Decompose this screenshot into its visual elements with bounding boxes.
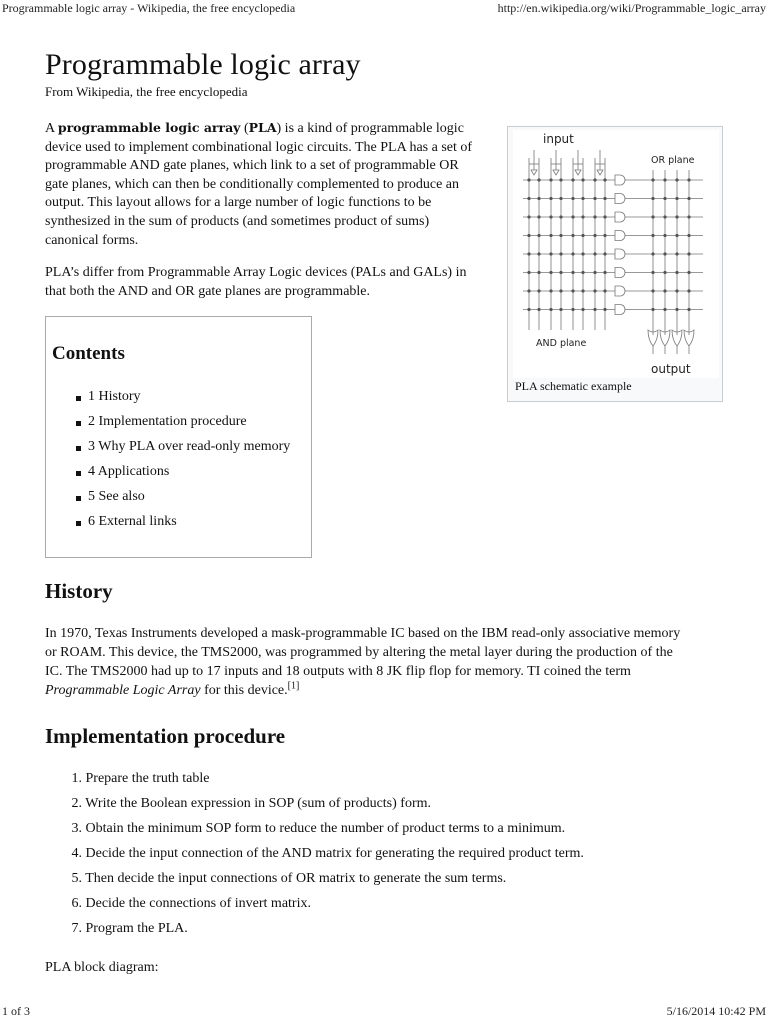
schematic-node (687, 215, 690, 218)
schematic-node (663, 178, 666, 181)
schematic-node (571, 271, 574, 274)
step-text: Program the PLA. (85, 921, 188, 936)
schematic-node (603, 197, 606, 200)
schematic-node (663, 197, 666, 200)
schematic-node (549, 308, 552, 311)
schematic-node (527, 271, 530, 274)
schematic-node (581, 252, 584, 255)
schematic-node (559, 252, 562, 255)
toc-item-external-links[interactable]: 6 External links (76, 514, 290, 539)
schematic-node (593, 178, 596, 181)
schematic-node (549, 271, 552, 274)
schematic-node (651, 178, 654, 181)
print-timestamp: 5/16/2014 10:42 PM (666, 1004, 766, 1018)
schematic-node (603, 234, 606, 237)
figure-thumbnail (507, 126, 723, 402)
schematic-node (581, 308, 584, 311)
schematic-node (651, 215, 654, 218)
schematic-node (549, 178, 552, 181)
schematic-node (603, 178, 606, 181)
intro-lead: A (45, 121, 58, 136)
schematic-node (571, 197, 574, 200)
schematic-node (581, 271, 584, 274)
and-gate (615, 212, 625, 222)
and-gate (615, 175, 625, 185)
schematic-node (537, 178, 540, 181)
schematic-node (663, 252, 666, 255)
table-of-contents (45, 316, 312, 558)
schematic-or-plane-label: OR plane (651, 155, 695, 166)
history-paragraph (45, 624, 685, 700)
toc-item-implementation[interactable]: 2 Implementation procedure (76, 414, 290, 439)
schematic-node (687, 178, 690, 181)
toc-list (76, 389, 290, 539)
schematic-node (687, 197, 690, 200)
schematic-and-plane-label: AND plane (536, 338, 587, 349)
page-title: Programmable logic array (45, 48, 361, 81)
schematic-node (675, 234, 678, 237)
list-item (45, 846, 584, 871)
block-diagram-label: PLA block diagram: (45, 960, 159, 975)
schematic-node (527, 308, 530, 311)
list-item (45, 921, 584, 946)
schematic-node (559, 234, 562, 237)
schematic-node (571, 308, 574, 311)
intro-paragraph-2: PLA’s differ from Programmable Array Logic devices (PALs and GALs) in that both the AND and OR gate planes are programmable. (45, 265, 467, 299)
schematic-node (527, 178, 530, 181)
schematic-node (549, 197, 552, 200)
schematic-node (663, 308, 666, 311)
print-header-title: Programmable logic array - Wikipedia, the free encyclopedia (2, 1, 296, 15)
or-gate (684, 330, 694, 346)
and-gate (615, 305, 625, 315)
page-count: 1 of 3 (2, 1004, 30, 1018)
and-gate (615, 194, 625, 204)
or-gate (648, 330, 658, 346)
list-item (45, 896, 584, 921)
print-header (0, 1, 768, 17)
step-text: Decide the input connection of the AND matrix for generating the required product term. (85, 846, 584, 861)
schematic-node (651, 234, 654, 237)
print-header-url: http://en.wikipedia.org/wiki/Programmable_logic_array (497, 1, 766, 15)
schematic-node (581, 178, 584, 181)
schematic-node (687, 252, 690, 255)
schematic-node (571, 289, 574, 292)
schematic-node (527, 197, 530, 200)
schematic-node (675, 271, 678, 274)
schematic-node (651, 308, 654, 311)
schematic-node (593, 197, 596, 200)
schematic-node (675, 289, 678, 292)
intro-paren: ( (240, 121, 249, 136)
schematic-node (559, 197, 562, 200)
schematic-node (537, 234, 540, 237)
schematic-node (593, 289, 596, 292)
schematic-node (537, 308, 540, 311)
schematic-node (603, 308, 606, 311)
intro-bold-abbr: PLA (248, 120, 277, 135)
schematic-node (687, 289, 690, 292)
toc-item-why-pla[interactable]: 3 Why PLA over read-only memory (76, 439, 290, 464)
and-gate (615, 286, 625, 296)
schematic-node (549, 289, 552, 292)
schematic-node (537, 271, 540, 274)
schematic-node (651, 271, 654, 274)
schematic-node (675, 178, 678, 181)
list-item (45, 771, 584, 796)
step-number: 7. (71, 921, 82, 936)
schematic-node (603, 215, 606, 218)
schematic-node (663, 271, 666, 274)
schematic-node (581, 215, 584, 218)
or-gate (672, 330, 682, 346)
input-inverter (553, 170, 559, 175)
figure-caption: PLA schematic example (515, 379, 632, 393)
implementation-steps (45, 771, 584, 946)
schematic-node (675, 215, 678, 218)
step-text: Obtain the minimum SOP form to reduce the number of product terms to a minimum. (85, 821, 566, 836)
step-text: Write the Boolean expression in SOP (sum of products) form. (85, 796, 431, 811)
schematic-node (559, 271, 562, 274)
schematic-node (687, 308, 690, 311)
history-heading: History (45, 579, 113, 603)
toc-item-history[interactable]: 1 History (76, 389, 290, 414)
step-number: 1. (71, 771, 82, 786)
input-inverter (597, 170, 603, 175)
input-inverter (531, 170, 537, 175)
step-number: 2. (71, 796, 82, 811)
schematic-node (537, 197, 540, 200)
schematic-node (571, 178, 574, 181)
list-item (45, 796, 584, 821)
schematic-node (559, 308, 562, 311)
reference-link[interactable]: [1] (287, 680, 300, 692)
and-gate (615, 231, 625, 241)
list-item (45, 821, 584, 846)
toc-item-applications[interactable]: 4 Applications (76, 464, 290, 489)
schematic-node (603, 289, 606, 292)
schematic-input-label: input (543, 132, 574, 146)
pla-schematic-image[interactable] (513, 130, 719, 378)
schematic-node (581, 197, 584, 200)
schematic-node (559, 215, 562, 218)
step-text: Prepare the truth table (85, 771, 210, 786)
schematic-node (675, 197, 678, 200)
print-footer (0, 1004, 768, 1020)
schematic-node (675, 308, 678, 311)
schematic-node (603, 271, 606, 274)
schematic-node (581, 289, 584, 292)
schematic-node (687, 271, 690, 274)
toc-title: Contents (52, 343, 125, 364)
schematic-node (651, 289, 654, 292)
schematic-node (527, 215, 530, 218)
schematic-node (651, 197, 654, 200)
or-gate (660, 330, 670, 346)
intro-rest: ) is a kind of programmable logic device used to implement combinational logic circuits. The PLA has a set of programmable AND gate planes, which link to a set of programmable OR gate planes, which can then be conditionally complemented to produce an output. This layout allows for a large number of logic functions to be synthesized in the sum of products (and sometimes product of sums) canonical forms. (45, 121, 473, 248)
history-text-after: for this device. (200, 683, 288, 698)
schematic-node (651, 252, 654, 255)
schematic-node (527, 234, 530, 237)
history-text-before: In 1970, Texas Instruments developed a mask-programmable IC based on the IBM read-only associative memory or ROAM. This device, the TMS2000, was programmed by altering the metal layer during the production of the IC. The TMS2000 had up to 17 inputs and 18 outputs with 8 JK flip flop for memory. TI coined the term (45, 626, 681, 679)
schematic-node (663, 215, 666, 218)
intro-bold-term: programmable logic array (57, 120, 241, 135)
schematic-node (581, 234, 584, 237)
toc-item-see-also[interactable]: 5 See also (76, 489, 290, 514)
schematic-node (593, 308, 596, 311)
schematic-node (571, 234, 574, 237)
step-text: Decide the connections of invert matrix. (85, 896, 311, 911)
schematic-node (663, 289, 666, 292)
step-number: 3. (71, 821, 82, 836)
schematic-node (549, 252, 552, 255)
schematic-node (593, 252, 596, 255)
schematic-node (537, 289, 540, 292)
step-number: 4. (71, 846, 82, 861)
step-text: Then decide the input connections of OR matrix to generate the sum terms. (85, 871, 507, 886)
implementation-heading: Implementation procedure (45, 724, 286, 748)
schematic-node (527, 252, 530, 255)
input-inverter (575, 170, 581, 175)
schematic-node (593, 271, 596, 274)
schematic-node (675, 252, 678, 255)
and-gate (615, 268, 625, 278)
step-number: 5. (71, 871, 82, 886)
and-gate (615, 249, 625, 259)
schematic-node (527, 289, 530, 292)
step-number: 6. (71, 896, 82, 911)
schematic-node (593, 215, 596, 218)
schematic-node (549, 215, 552, 218)
schematic-node (603, 252, 606, 255)
history-italic-term: Programmable Logic Array (45, 683, 201, 698)
schematic-node (663, 234, 666, 237)
schematic-node (571, 252, 574, 255)
schematic-node (593, 234, 596, 237)
schematic-node (559, 289, 562, 292)
site-tagline: From Wikipedia, the free encyclopedia (45, 84, 248, 99)
schematic-node (559, 178, 562, 181)
schematic-node (549, 234, 552, 237)
schematic-node (537, 252, 540, 255)
list-item (45, 871, 584, 896)
schematic-node (687, 234, 690, 237)
schematic-node (537, 215, 540, 218)
schematic-output-label: output (651, 362, 691, 376)
schematic-node (571, 215, 574, 218)
intro-paragraph (45, 119, 485, 250)
